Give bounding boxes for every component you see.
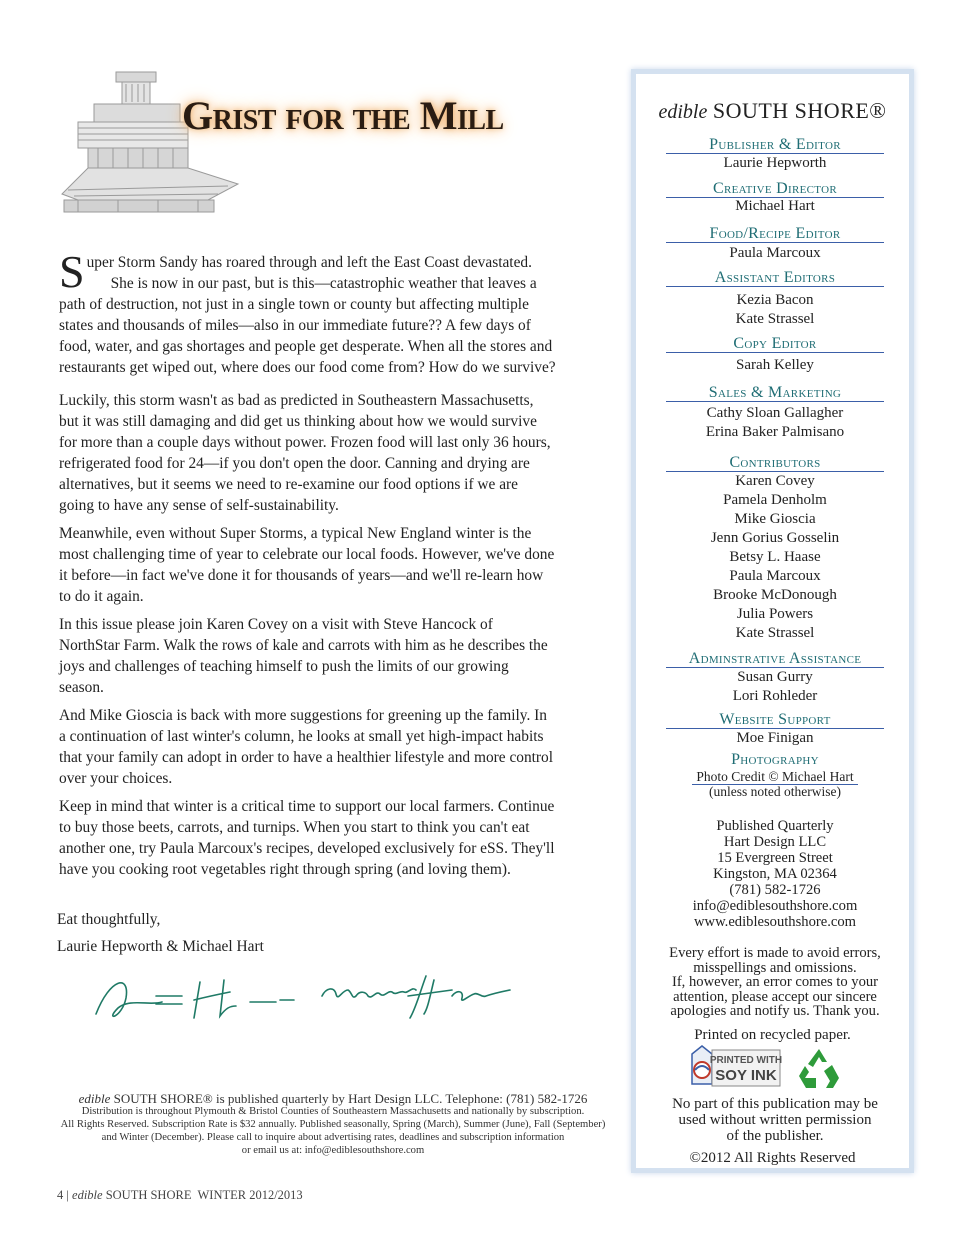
page-number: 4	[57, 1188, 64, 1202]
recycled-paper-note: Printed on recycled paper.	[694, 1027, 851, 1043]
publisher-line: All Rights Reserved. Subscription Rate is $32 annually. Published seasonally, Spring (March), Summer (June), Fall (September)	[60, 1119, 606, 1130]
recycle-icon	[796, 1046, 842, 1092]
role-title: Creative Director	[666, 180, 884, 198]
role-title: Contributors	[666, 454, 884, 472]
contact-email: info@ediblesouthshore.com	[692, 898, 858, 914]
paragraph-4: Meanwhile, even without Super Storms, a typical New England winter is the most challenging time of year to celebrate our local foods. However, we've done it before—in fact we've done it for thousands of years—and we'll re-learn how to do it again.	[59, 525, 555, 605]
article-body	[59, 246, 556, 887]
publisher-note	[57, 1092, 609, 1157]
svg-text:SOY INK: SOY INK	[715, 1067, 777, 1084]
role-title: Food/Recipe Editor	[666, 225, 884, 243]
role-title: Assistant Editors	[666, 269, 884, 287]
role-title: Adminstrative Assistance	[666, 650, 884, 668]
role-names: Karen Covey Pamela Denholm Mike Gioscia Jenn Gorius Gosselin Betsy L. Haase Paula Marcoux Brooke McDonough Julia Powers Kate Strassel	[710, 473, 840, 641]
handwritten-signature	[90, 968, 520, 1028]
publisher-line: and Winter (December). Please call to inquire about advertising rates, deadlines and subscription information	[101, 1132, 565, 1143]
rights-note: No part of this publication may be used without written permission of the publisher.	[672, 1096, 878, 1144]
role-names: Sarah Kelley	[736, 357, 814, 373]
page-folio: 4 | edible SOUTH SHORE WINTER 2012/2013	[57, 1188, 303, 1202]
role-names: Kezia Bacon Kate Strassel	[735, 292, 815, 327]
role-title: Publisher & Editor	[666, 136, 884, 154]
disclaimer: Every effort is made to avoid errors, misspellings and omissions. If, however, an error comes to your attention, please accept our sincere apologies and notify us. Thank you.	[669, 945, 881, 1019]
role-names: Michael Hart	[735, 198, 815, 214]
paragraph-5: In this issue please join Karen Covey on a visit with Steve Hancock of NorthStar Farm. Walk the rows of kale and carrots with him as he describes the joys and challenges of teaching himself to push the limits of our growing season.	[59, 616, 548, 696]
masthead-sidebar	[631, 69, 914, 1173]
contact-block: Published Quarterly Hart Design LLC 15 Evergreen Street Kingston, MA 02364 (781) 582-1726 info@ediblesouthshore.com www.ediblesouthshore.com	[656, 818, 894, 930]
contact-website: www.ediblesouthshore.com	[694, 914, 856, 930]
photo-credit-block	[656, 770, 894, 799]
publisher-lead: edible SOUTH SHORE® is published quarterly by Hart Design LLC. Telephone: (781) 582-1726	[78, 1091, 588, 1106]
paragraph-1: Super Storm Sandy has roared through and left the East Coast devastated.	[59, 246, 532, 297]
role-title: Copy Editor	[666, 335, 884, 353]
role-title: Website Support	[666, 711, 884, 729]
paragraph-3: Luckily, this storm wasn't as bad as predicted in Southeastern Massachusetts, but it was still damaging and did get us thinking about how we would survive for more than a couple days without power. Frozen food will last only 36 hours, refrigerated food for 24—if you don't open the door. Canning and drying are alternatives, but it seems we need to re-examine our food options if we are going to have any sense of self-sustainability.	[59, 392, 551, 514]
svg-text:PRINTED WITH: PRINTED WITH	[709, 1055, 782, 1066]
photo-credit: Photo Credit © Michael Hart	[692, 770, 857, 785]
drop-cap: S	[59, 246, 85, 297]
paragraph-6: And Mike Gioscia is back with more suggestions for greening up the family. In a continuation of last winter's column, he looks at small yet high-impact habits that your family can adopt in order to have a healthier lifestyle and more control over your choices.	[59, 707, 554, 787]
issue-label: SOUTH SHORE WINTER 2012/2013	[105, 1188, 303, 1202]
role-names: Paula Marcoux	[729, 245, 821, 261]
role-names: Cathy Sloan Gallagher Erina Baker Palmisano	[705, 405, 845, 440]
copyright: ©2012 All Rights Reserved	[689, 1150, 856, 1166]
page-title: Grist for the Mill	[182, 93, 504, 138]
grist-mill-illustration	[58, 68, 248, 218]
publisher-line: Distribution is throughout Plymouth & Bristol Counties of Southeastern Massachusetts and nationally by subscription.	[81, 1106, 585, 1117]
masthead-brand: edible SOUTH SHORE®	[658, 98, 887, 123]
role-names: Laurie Hepworth	[723, 155, 827, 171]
role-names: Moe Finigan	[736, 730, 814, 746]
photo-credit-note: (unless noted otherwise)	[709, 784, 841, 799]
signers-line: Laurie Hepworth & Michael Hart	[57, 938, 264, 955]
role-names: Susan Gurry Lori Rohleder	[732, 669, 818, 704]
role-title: Photography	[731, 751, 819, 768]
closing-line: Eat thoughtfully,	[57, 911, 161, 928]
paragraph-2: She is now in our past, but is this—catastrophic weather that leaves a path of destruction, not just in a single town or county but affecting multiple states and thousands of miles—also in our immediate future?? A few days of food, water, and gas shortages and people get desperate. When all the stores and restaurants get wiped out, where does our food come from? How do we survive?	[59, 275, 556, 376]
paragraph-7: Keep in mind that winter is a critical time to support our local farmers. Continue to buy those beets, carrots, and turnips. When you start to think you can't eat another one, try Paula Marcoux's recipes, developed exclusively for eSS. They'll have you cooking root vegetables right through spring (and loving them).	[59, 798, 555, 878]
soy-ink-logo-icon	[682, 1044, 782, 1090]
role-title: Sales & Marketing	[666, 384, 884, 402]
closing-block	[57, 906, 264, 960]
publisher-line: or email us at: info@ediblesouthshore.com	[241, 1145, 425, 1156]
